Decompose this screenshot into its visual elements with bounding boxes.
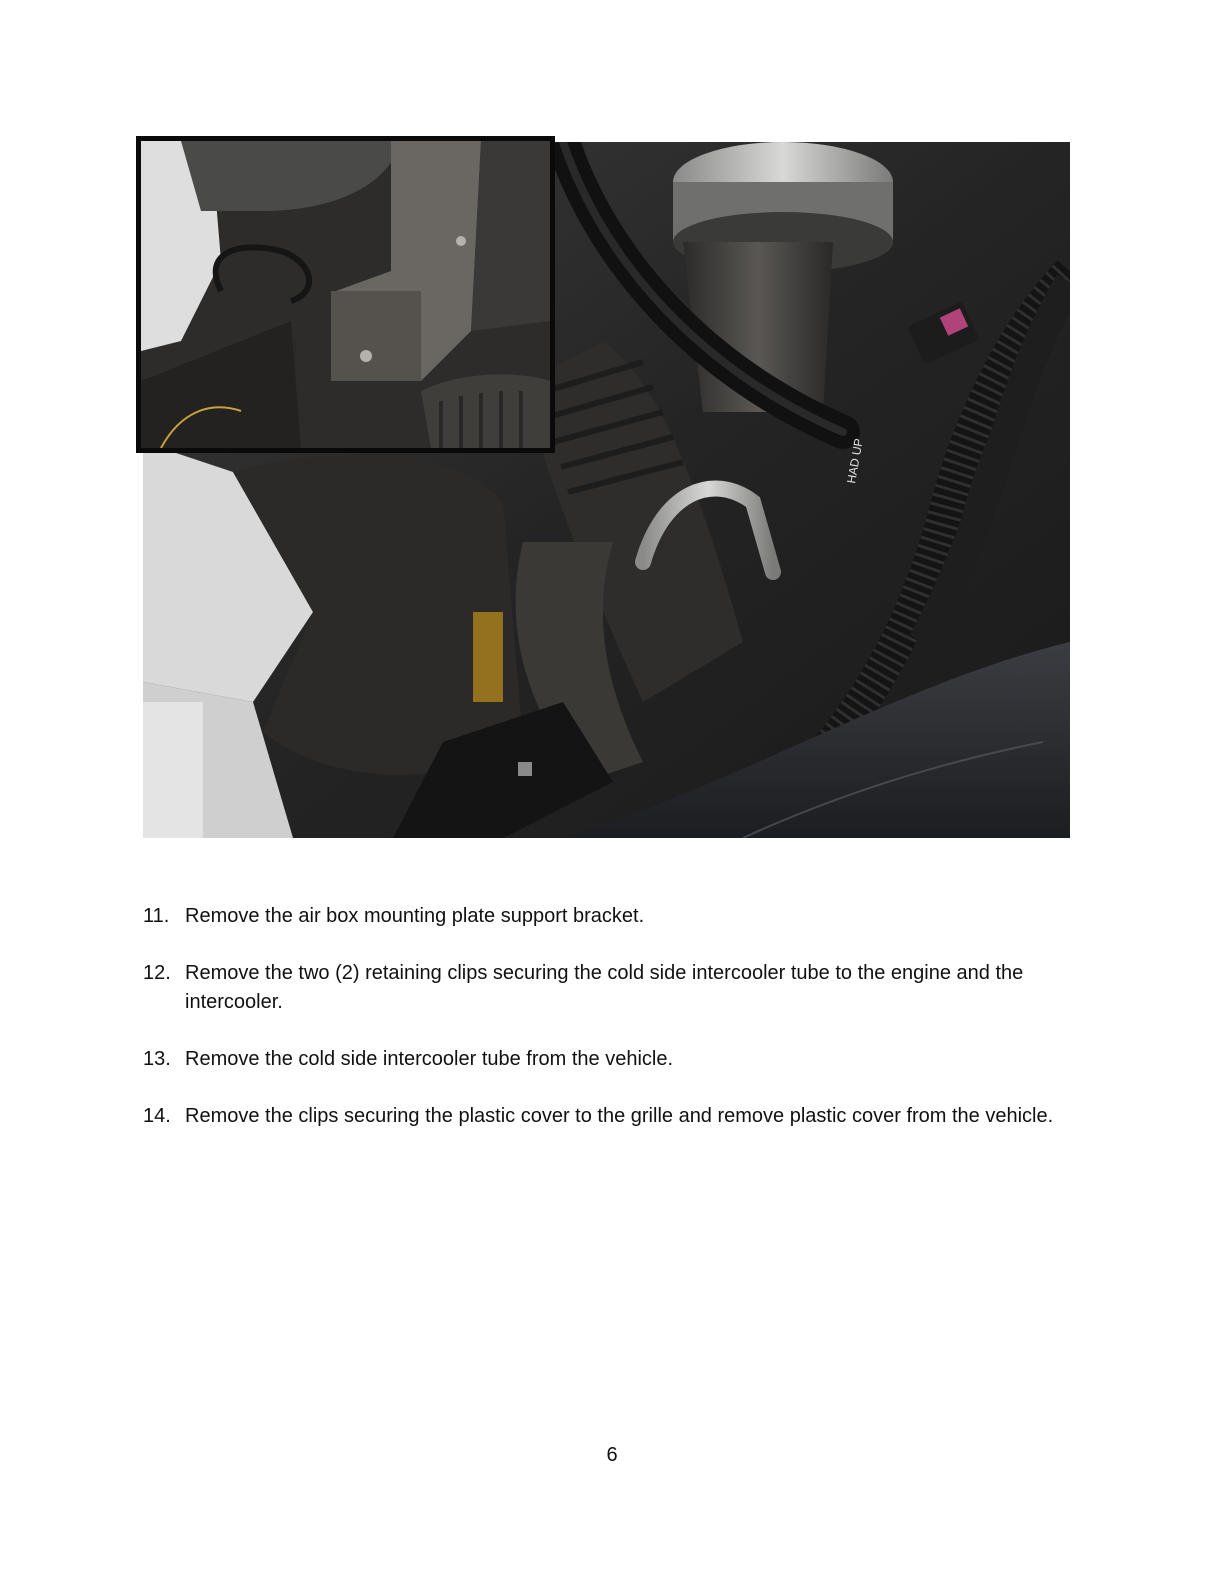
step-text: Remove the clips securing the plastic cover to the grille and remove plastic cover from the vehicle. bbox=[185, 1105, 1054, 1127]
step-item bbox=[143, 959, 1083, 1017]
hose-stamp-text: HAD UP bbox=[844, 437, 866, 485]
page-number: 6 bbox=[606, 1444, 618, 1466]
step-number: 11. bbox=[143, 905, 170, 927]
step-number: 12. bbox=[143, 962, 171, 984]
step-item bbox=[143, 1045, 1083, 1074]
step-text: Remove the air box mounting plate support bracket. bbox=[185, 905, 645, 927]
step-text: Remove the cold side intercooler tube from the vehicle. bbox=[185, 1048, 674, 1070]
inset-photo bbox=[136, 136, 555, 453]
step-number: 13. bbox=[143, 1048, 171, 1070]
instruction-steps bbox=[143, 902, 1083, 1159]
step-item bbox=[143, 1102, 1083, 1131]
step-item bbox=[143, 902, 1083, 931]
step-text: Remove the two (2) retaining clips securing the cold side intercooler tube to the engine and the intercooler. bbox=[185, 962, 1024, 1013]
step-number: 14. bbox=[143, 1105, 171, 1127]
